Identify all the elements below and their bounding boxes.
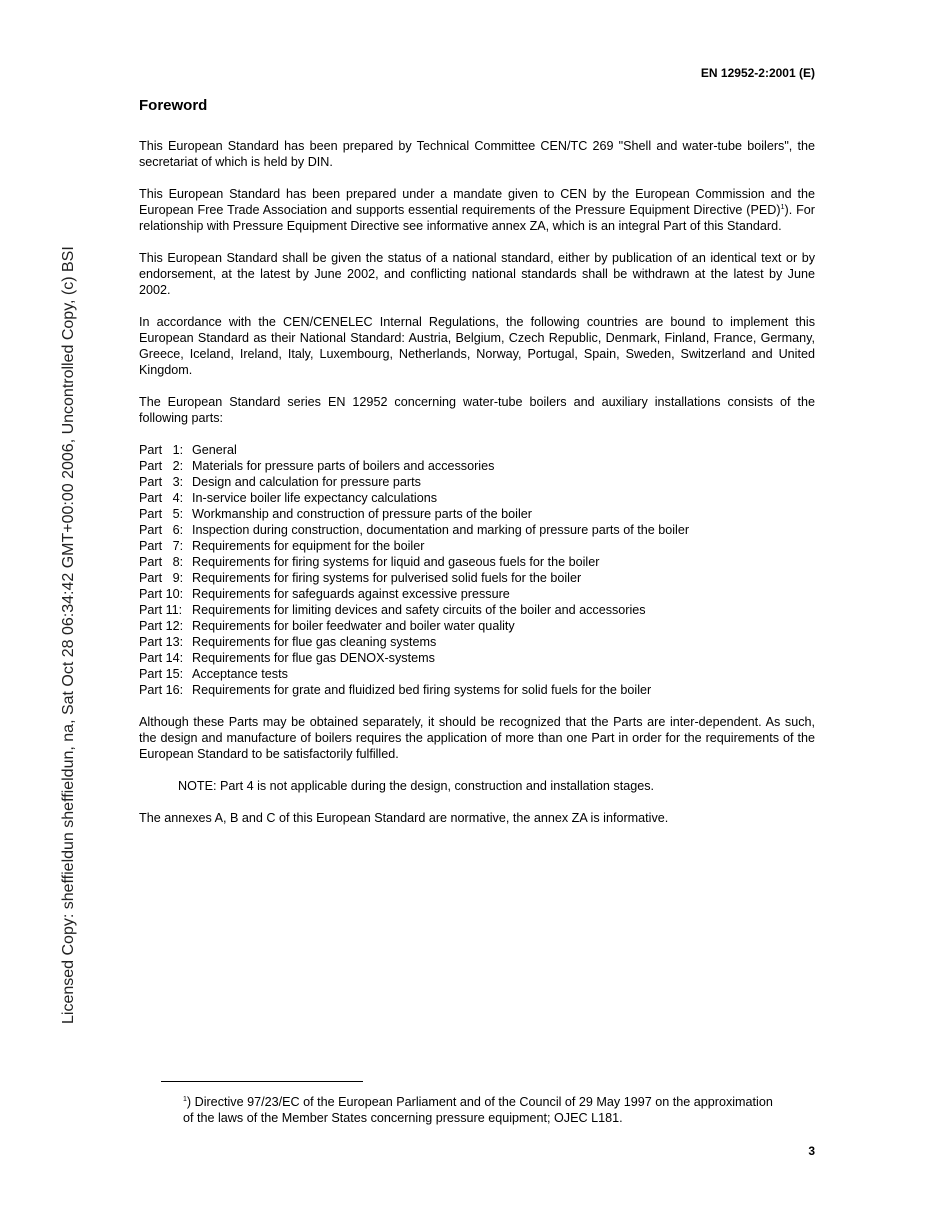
paragraph-mandate-text-b: ). For relationship with Pressure Equipment Directive see informative annex ZA, which is an integral Part of this Standard. xyxy=(139,203,815,233)
part-label: Part 7: xyxy=(139,539,184,553)
paragraph-series: The European Standard series EN 12952 concerning water-tube boilers and auxiliary installations consists of the following parts: xyxy=(139,395,815,425)
part-label: Part 12: xyxy=(139,619,184,633)
part-title: Requirements for grate and fluidized bed firing systems for solid fuels for the boiler xyxy=(192,683,652,697)
paragraph-annexes: The annexes A, B and C of this European Standard are normative, the annex ZA is informative. xyxy=(139,811,669,825)
part-list-item xyxy=(139,634,815,650)
part-title: Requirements for equipment for the boiler xyxy=(192,539,425,553)
paragraph-mandate-text-a: This European Standard has been prepared under a mandate given to CEN by the European Commission and the European Free Trade Association and supports essential requirements of the Pressure Equipment Directive (PED) xyxy=(139,187,815,217)
part-label: Part 4: xyxy=(139,491,184,505)
part-label: Part 2: xyxy=(139,459,184,473)
part-list-item xyxy=(139,474,815,490)
part-list-item xyxy=(139,506,815,522)
part-title: Requirements for safeguards against excessive pressure xyxy=(192,587,510,601)
part-label: Part 5: xyxy=(139,507,184,521)
part-label: Part 15: xyxy=(139,667,184,681)
part-label: Part 1: xyxy=(139,443,184,457)
part-list-item xyxy=(139,586,815,602)
part-list-item xyxy=(139,618,815,634)
part-list-item xyxy=(139,490,815,506)
part-title: Inspection during construction, documentation and marking of pressure parts of the boiler xyxy=(192,523,690,537)
part-label: Part 3: xyxy=(139,475,184,489)
part-title: Materials for pressure parts of boilers and accessories xyxy=(192,459,495,473)
footnote-reference[interactable]: 1 xyxy=(780,203,785,211)
footnote-divider xyxy=(161,1081,363,1082)
part-list-item xyxy=(139,666,815,682)
part-title: Requirements for firing systems for pulverised solid fuels for the boiler xyxy=(192,571,582,585)
part-title: Design and calculation for pressure parts xyxy=(192,475,421,489)
part-label: Part 8: xyxy=(139,555,184,569)
paragraph-mandate xyxy=(139,186,815,234)
part-title: Requirements for limiting devices and safety circuits of the boiler and accessories xyxy=(192,603,646,617)
part-label: Part 16: xyxy=(139,683,184,697)
document-identifier: EN 12952-2:2001 (E) xyxy=(700,66,815,80)
part-list-item xyxy=(139,650,815,666)
part-list-item xyxy=(139,682,815,698)
page-content xyxy=(139,96,815,842)
paragraph-countries: In accordance with the CEN/CENELEC Internal Regulations, the following countries are bound to implement this European Standard as their National Standard: Austria, Belgium, Czech Republic, Denmark, Finland, France, Germany, Greece, Iceland, Ireland, Italy, Luxembourg, Netherlands, Norway, Portugal, Spain, Sweden, Switzerland and United Kingdom. xyxy=(139,315,815,377)
paragraph-committee: This European Standard has been prepared by Technical Committee CEN/TC 269 "Shell and water-tube boilers", the secretariat of which is held by DIN. xyxy=(139,139,815,169)
footnote-marker: 1 xyxy=(183,1095,187,1103)
page-number: 3 xyxy=(808,1144,815,1158)
part-title: Requirements for flue gas DENOX-systems xyxy=(192,651,435,665)
paragraph-status: This European Standard shall be given the status of a national standard, either by publication of an identical text or by endorsement, at the latest by June 2002, and conflicting national standards shall be withdrawn at the latest by June 2002. xyxy=(139,251,815,297)
part-title: Workmanship and construction of pressure parts of the boiler xyxy=(192,507,532,521)
part-title: In-service boiler life expectancy calculations xyxy=(192,491,437,505)
part-title: Requirements for firing systems for liquid and gaseous fuels for the boiler xyxy=(192,555,600,569)
part-list-item xyxy=(139,538,815,554)
parts-list xyxy=(139,442,815,698)
part-list-item xyxy=(139,458,815,474)
note: NOTE: Part 4 is not applicable during the design, construction and installation stages. xyxy=(178,779,655,793)
part-list-item xyxy=(139,522,815,538)
part-list-item xyxy=(139,570,815,586)
part-list-item xyxy=(139,602,815,618)
part-label: Part 14: xyxy=(139,651,184,665)
part-title: General xyxy=(192,443,237,457)
part-label: Part 9: xyxy=(139,571,184,585)
part-title: Acceptance tests xyxy=(192,667,288,681)
footnote-text: ) Directive 97/23/EC of the European Parliament and of the Council of 29 May 1997 on the approximation of the laws of the Member States concerning pressure equipment; OJEC L181. xyxy=(183,1095,773,1125)
part-label: Part 10: xyxy=(139,587,184,601)
part-list-item xyxy=(139,554,815,570)
section-heading: Foreword xyxy=(139,97,208,114)
part-label: Part 13: xyxy=(139,635,184,649)
license-watermark: Licensed Copy: sheffieldun sheffieldun, na, Sat Oct 28 06:34:42 GMT+00:00 2006, Uncontrolled Copy, (c) BSI xyxy=(60,246,77,1024)
part-label: Part 6: xyxy=(139,523,184,537)
footnote xyxy=(183,1094,783,1126)
part-label: Part 11: xyxy=(139,603,183,617)
part-title: Requirements for boiler feedwater and boiler water quality xyxy=(192,619,515,633)
paragraph-interdependence: Although these Parts may be obtained separately, it should be recognized that the Parts are inter-dependent. As such, the design and manufacture of boilers requires the application of more than one Part in order for the requirements of the European Standard to be satisfactorily fulfilled. xyxy=(139,715,815,761)
part-list-item xyxy=(139,442,815,458)
part-title: Requirements for flue gas cleaning systems xyxy=(192,635,437,649)
